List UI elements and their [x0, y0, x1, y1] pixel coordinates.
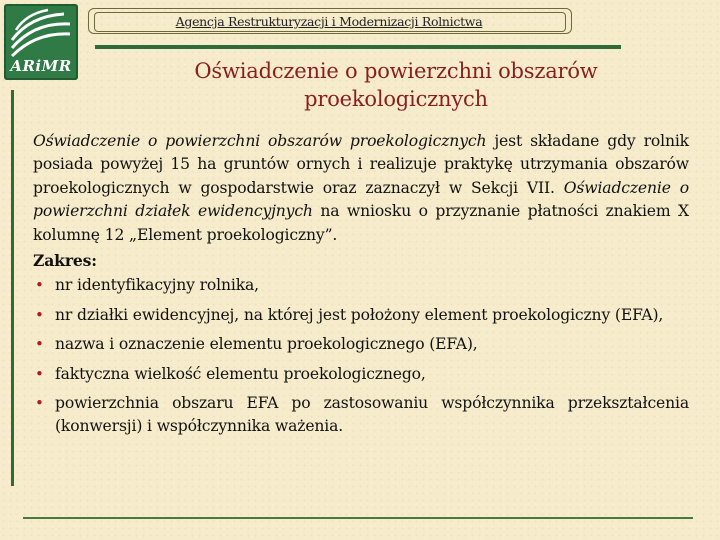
bullet-dot-icon: • [35, 305, 44, 324]
list-item-text: nr działki ewidencyjnej, na której jest położony element proekologiczny (EFA), [55, 305, 664, 324]
intro-text-1: jest składane gdy rolnik posiada powyżej 15 ha gruntów ornych i realizuje praktykę utrzymania obszarów proekologicznych w gospodarstwie oraz zaznaczył w Sekcji VII. [33, 132, 689, 197]
intro-italic-1: Oświadczenie o powierzchni obszarów proekologicznych [33, 132, 487, 150]
list-item-text: faktyczna wielkość elementu proekologicznego, [55, 364, 426, 383]
intro-paragraph [33, 130, 689, 247]
intro-text-2: na wniosku o przyznanie płatności znakiem X kolumnę 12 „Element proekologiczny”. [33, 202, 689, 244]
list-item-text: nr identyfikacyjny rolnika, [55, 276, 259, 295]
page-title [150, 57, 642, 113]
bullet-dot-icon: • [35, 335, 44, 354]
scope-label: Zakres: [33, 251, 97, 271]
agency-name: Agencja Restrukturyzacji i Modernizacji Rolnictwa [175, 14, 483, 29]
left-accent-bar [11, 90, 14, 486]
intro-italic-2: Oświadczenie o powierzchni działek ewidencyjnych [33, 178, 689, 221]
list-item [33, 304, 689, 327]
main-content [33, 130, 689, 445]
scope-list [33, 274, 689, 438]
logo-text: ARiMR [10, 57, 72, 75]
title-line-1: Oświadczenie o powierzchni obszarów [194, 59, 598, 83]
list-item-text: nazwa i oznaczenie elementu proekologicznego (EFA), [55, 335, 478, 354]
arimr-logo-icon [4, 4, 78, 80]
list-item [33, 392, 689, 439]
bullet-dot-icon: • [35, 364, 44, 383]
bullet-dot-icon: • [35, 394, 44, 413]
list-item-text: powierzchnia obszaru EFA po zastosowaniu współczynnika przekształcenia (konwersji) i współczynnika ważenia. [55, 394, 689, 436]
bottom-rule [23, 517, 693, 519]
title-line-2: proekologicznych [304, 87, 488, 111]
list-item [33, 333, 689, 356]
top-accent-bar [95, 45, 621, 49]
bullet-dot-icon: • [35, 276, 44, 295]
list-item [33, 274, 689, 297]
list-item [33, 363, 689, 386]
